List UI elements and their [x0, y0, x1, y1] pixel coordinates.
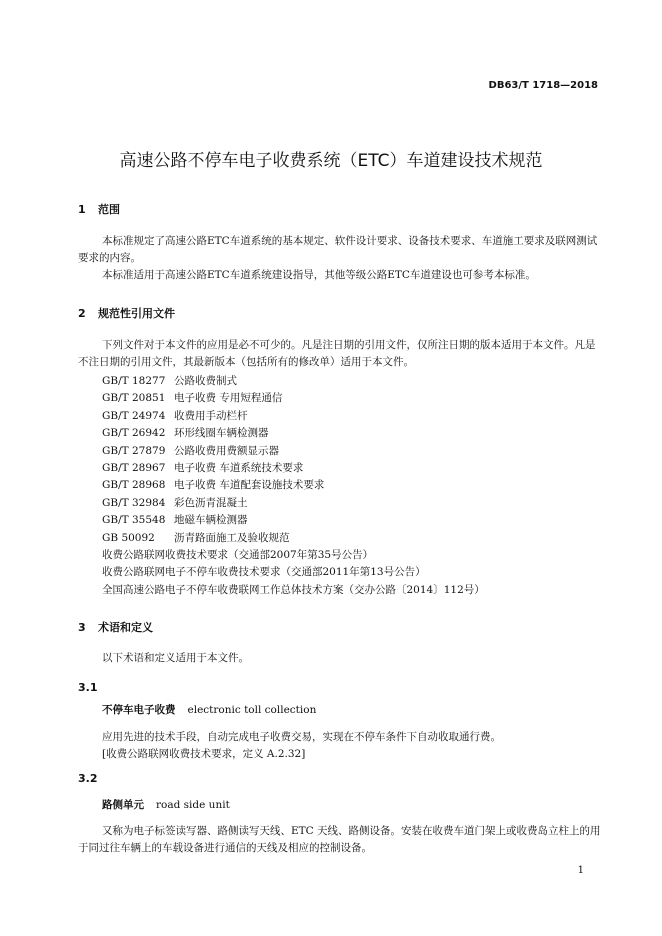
- section-title: 范围: [98, 203, 120, 216]
- reference-item: [102, 460, 485, 477]
- reference-item: [102, 495, 485, 512]
- reference-code: GB/T 20851: [102, 392, 166, 405]
- normative-reference-list: [102, 373, 485, 599]
- term-3-2-definition: 又称为电子标签读写器、路侧读写天线、ETC 天线、路侧设备。安装在收费车道门架上或收费岛立柱上的用于同过往车辆上的车载设备进行通信的天线及相应的控制设备。: [78, 825, 601, 854]
- reference-title: 沥青路面施工及验收规范: [174, 531, 290, 544]
- reference-item: [102, 390, 485, 407]
- reference-title: 收费用手动栏杆: [174, 409, 248, 422]
- reference-item: [102, 443, 485, 460]
- section-1-paragraph-2: 本标准适用于高速公路ETC车道系统建设指导，其他等级公路ETC车道建设也可参考本标准。: [102, 269, 536, 281]
- document-code: DB63/T 1718—2018: [488, 80, 598, 91]
- section-number: 1: [78, 203, 86, 216]
- reference-item: [102, 425, 485, 442]
- term-3-1-source: [收费公路联网收费技术要求，定义 A.2.32]: [102, 748, 306, 760]
- reference-item: [102, 477, 485, 494]
- term-3-2-heading: [102, 797, 230, 814]
- reference-title: 环形线圈车辆检测器: [174, 427, 269, 440]
- term-english-name: electronic toll collection: [187, 704, 317, 716]
- reference-title: 彩色沥青混凝土: [174, 496, 248, 509]
- section-number: 3: [78, 621, 86, 634]
- term-english-name: road side unit: [156, 799, 230, 811]
- term-3-1-heading: [102, 702, 316, 719]
- reference-item: [102, 373, 485, 390]
- section-2-paragraph-1: 下列文件对于本文件的应用是必不可少的。凡是注日期的引用文件，仅所注日期的版本适用于本文件。凡是不注日期的引用文件，其最新版本（包括所有的修改单）适用于本文件。: [78, 339, 596, 368]
- reference-code: GB/T 27879: [102, 444, 166, 457]
- other-reference-item: 收费公路联网收费技术要求（交通部2007年第35号公告）: [102, 548, 374, 561]
- section-title: 规范性引用文件: [98, 307, 175, 320]
- other-reference-item: 全国高速公路电子不停车收费联网工作总体技术方案（交办公路〔2014〕112号）: [102, 583, 485, 596]
- section-number: 2: [78, 307, 86, 320]
- term-chinese-name: 路侧单元: [102, 799, 144, 811]
- term-3-1-definition: 应用先进的技术手段，自动完成电子收费交易，实现在不停车条件下自动收取通行费。: [102, 731, 501, 743]
- reference-code: GB/T 26942: [102, 427, 166, 440]
- reference-title: 电子收费 专用短程通信: [174, 392, 283, 405]
- reference-title: 公路收费制式: [174, 375, 237, 387]
- section-title: 术语和定义: [98, 621, 153, 634]
- reference-code: GB/T 24974: [102, 409, 166, 422]
- reference-code: GB/T 35548: [102, 514, 166, 527]
- reference-code: GB/T 28967: [102, 461, 166, 474]
- reference-code: GB 50092: [102, 531, 155, 544]
- term-3-1-number: 3.1: [78, 681, 98, 694]
- reference-item: [102, 408, 485, 425]
- reference-code: GB/T 18277: [102, 375, 166, 387]
- section-3-heading: [78, 619, 153, 635]
- reference-item: [102, 512, 485, 529]
- section-3-paragraph-1: 以下术语和定义适用于本文件。: [102, 652, 249, 664]
- document-title: 高速公路不停车电子收费系统（ETC）车道建设技术规范: [119, 151, 543, 171]
- reference-title: 公路收费用费额显示器: [174, 444, 279, 457]
- reference-title: 电子收费 车道配套设施技术要求: [174, 479, 325, 492]
- section-1-heading: [78, 201, 120, 217]
- reference-code: GB/T 32984: [102, 496, 166, 509]
- reference-title: 地磁车辆检测器: [174, 514, 248, 527]
- term-chinese-name: 不停车电子收费: [102, 704, 176, 716]
- reference-title: 电子收费 车道系统技术要求: [174, 461, 304, 474]
- reference-code: GB/T 28968: [102, 479, 166, 492]
- reference-item: [102, 530, 485, 547]
- section-1-paragraph-1: 本标准规定了高速公路ETC车道系统的基本规定、软件设计要求、设备技术要求、车道施工要求及联网测试要求的内容。: [78, 235, 598, 264]
- term-3-2-number: 3.2: [78, 772, 98, 785]
- section-2-heading: [78, 305, 175, 321]
- other-reference-item: 收费公路联网电子不停车收费技术要求（交通部2011年第13号公告）: [102, 566, 426, 579]
- page-number: 1: [577, 865, 584, 876]
